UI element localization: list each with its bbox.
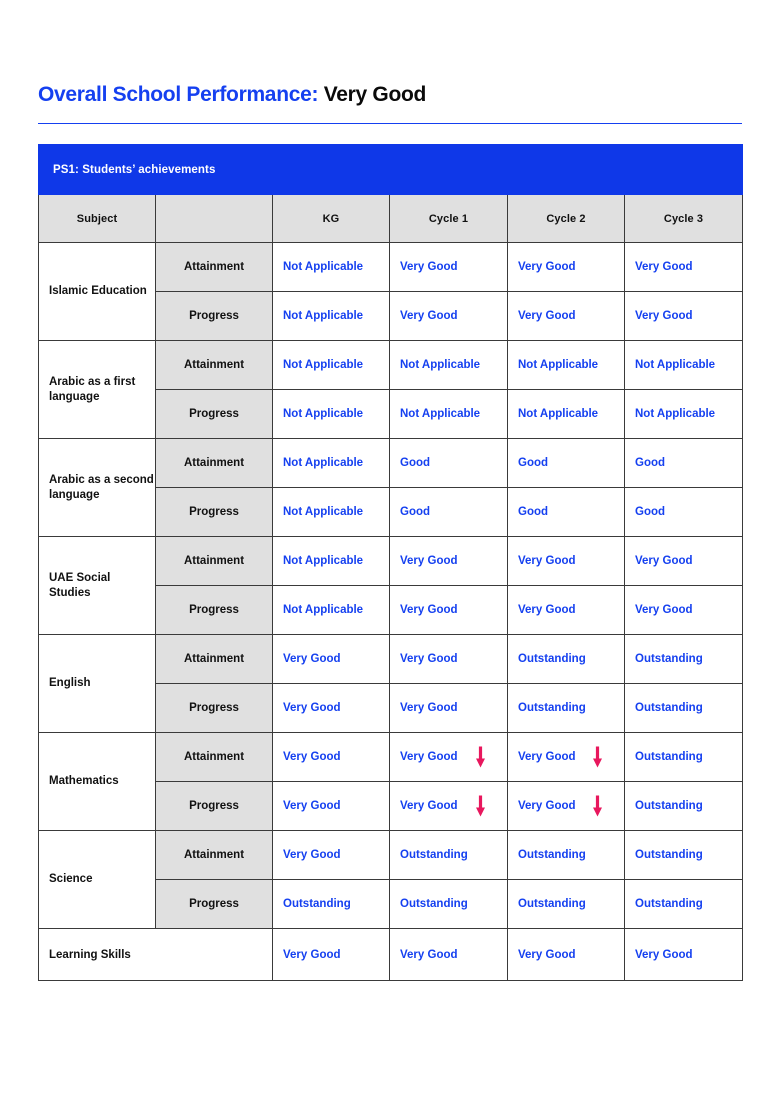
judgement-value: Not Applicable (283, 359, 364, 371)
judgement-value: Not Applicable (635, 408, 716, 420)
judgement-value: Outstanding (635, 800, 703, 812)
judgement-cell (625, 635, 743, 684)
judgement-value: Very Good (283, 948, 341, 961)
judgement-value: Outstanding (635, 898, 703, 910)
subject-cell: Mathematics (39, 733, 156, 831)
judgement-cell (390, 537, 508, 586)
judgement-value: Very Good (283, 849, 341, 861)
table-row (39, 831, 743, 880)
judgement-value: Very Good (400, 653, 458, 665)
column-header-cycle1: Cycle 1 (390, 195, 508, 243)
subject-cell: Science (39, 831, 156, 929)
judgement-cell (508, 831, 625, 880)
judgement-value: Very Good (400, 948, 458, 961)
decline-arrow-icon (476, 747, 485, 768)
judgement-cell (625, 684, 743, 733)
subject-cell: Arabic as a second language (39, 439, 156, 537)
judgement-value: Very Good (518, 800, 576, 812)
table-row (39, 635, 743, 684)
judgement-cell (625, 537, 743, 586)
judgement-value: Not Applicable (518, 408, 599, 420)
column-header-aspect (156, 195, 273, 243)
judgement-value: Very Good (635, 310, 693, 322)
aspect-cell: Attainment (156, 341, 273, 390)
judgement-value: Not Applicable (283, 408, 364, 420)
judgement-cell (390, 831, 508, 880)
judgement-value: Not Applicable (283, 310, 364, 322)
table-row (39, 537, 743, 586)
judgement-cell (508, 488, 625, 537)
judgement-value: Not Applicable (400, 359, 481, 371)
table-row (39, 439, 743, 488)
judgement-cell (508, 390, 625, 439)
judgement-cell (508, 929, 625, 981)
column-header-row (39, 195, 743, 243)
judgement-cell (625, 929, 743, 981)
judgement-value: Very Good (400, 261, 458, 273)
judgement-value: Very Good (400, 800, 458, 812)
judgement-cell (508, 292, 625, 341)
decline-arrow-icon (476, 796, 485, 817)
judgement-value: Very Good (635, 604, 693, 616)
page-title-line (38, 82, 742, 108)
subject-cell: Islamic Education (39, 243, 156, 341)
judgement-value: Very Good (400, 702, 458, 714)
aspect-cell: Progress (156, 880, 273, 929)
judgement-value: Outstanding (400, 849, 468, 861)
subject-cell: UAE Social Studies (39, 537, 156, 635)
aspect-cell: Progress (156, 390, 273, 439)
judgement-value: Very Good (518, 604, 576, 616)
judgement-cell (625, 439, 743, 488)
judgement-cell (508, 733, 625, 782)
judgement-value: Very Good (635, 261, 693, 273)
column-header-kg: KG (273, 195, 390, 243)
judgement-cell (508, 341, 625, 390)
judgement-cell (390, 488, 508, 537)
performance-table (38, 144, 743, 981)
subject-cell: Learning Skills (39, 929, 273, 981)
judgement-value: Not Applicable (400, 408, 481, 420)
judgement-value: Very Good (518, 751, 576, 763)
judgement-value: Good (518, 457, 549, 469)
judgement-value: Good (518, 506, 549, 518)
judgement-value: Outstanding (635, 653, 703, 665)
page-title (38, 82, 742, 108)
judgement-value: Very Good (518, 555, 576, 567)
page-title-value: Very Good (323, 83, 427, 106)
judgement-value: Outstanding (635, 751, 703, 763)
judgement-cell (508, 243, 625, 292)
decline-arrow-icon (593, 747, 602, 768)
judgement-value: Outstanding (635, 702, 703, 714)
aspect-cell: Attainment (156, 439, 273, 488)
judgement-cell (273, 537, 390, 586)
judgement-cell (508, 782, 625, 831)
aspect-cell: Progress (156, 586, 273, 635)
aspect-cell: Attainment (156, 537, 273, 586)
judgement-value: Very Good (518, 261, 576, 273)
judgement-cell (273, 439, 390, 488)
judgement-value: Good (400, 457, 431, 469)
judgement-cell (625, 341, 743, 390)
table-row (39, 341, 743, 390)
judgement-value: Not Applicable (283, 457, 364, 469)
aspect-cell: Attainment (156, 831, 273, 880)
judgement-value: Not Applicable (635, 359, 716, 371)
judgement-cell (625, 586, 743, 635)
judgement-cell (508, 684, 625, 733)
judgement-value: Outstanding (400, 898, 468, 910)
judgement-value: Not Applicable (518, 359, 599, 371)
aspect-cell: Attainment (156, 243, 273, 292)
judgement-value: Good (400, 506, 431, 518)
judgement-cell (625, 292, 743, 341)
judgement-value: Not Applicable (283, 604, 364, 616)
judgement-value: Very Good (400, 555, 458, 567)
subject-cell: English (39, 635, 156, 733)
judgement-value: Outstanding (518, 702, 586, 714)
judgement-value: Very Good (400, 310, 458, 322)
judgement-cell (273, 390, 390, 439)
judgement-cell (625, 733, 743, 782)
judgement-cell (625, 243, 743, 292)
table-row (39, 733, 743, 782)
judgement-cell (273, 929, 390, 981)
judgement-cell (273, 831, 390, 880)
judgement-value: Very Good (635, 555, 693, 567)
judgement-cell (625, 880, 743, 929)
judgement-value: Outstanding (518, 898, 586, 910)
aspect-cell: Attainment (156, 733, 273, 782)
judgement-cell (508, 880, 625, 929)
page-title-prefix: Overall School Performance: (38, 83, 319, 106)
table-row (39, 243, 743, 292)
judgement-value: Not Applicable (283, 261, 364, 273)
judgement-value: Very Good (283, 800, 341, 812)
judgement-cell (273, 733, 390, 782)
column-header-cycle3: Cycle 3 (625, 195, 743, 243)
judgement-cell (273, 488, 390, 537)
judgement-cell (625, 831, 743, 880)
performance-table-body (39, 145, 743, 981)
column-header-cycle2: Cycle 2 (508, 195, 625, 243)
judgement-cell (508, 586, 625, 635)
judgement-cell (508, 439, 625, 488)
subject-cell: Arabic as a first language (39, 341, 156, 439)
aspect-cell: Progress (156, 782, 273, 831)
judgement-cell (273, 341, 390, 390)
section-header-label: PS1: Students’ achievements (39, 145, 743, 195)
judgement-value: Outstanding (283, 898, 351, 910)
judgement-value: Very Good (400, 604, 458, 616)
aspect-cell: Attainment (156, 635, 273, 684)
judgement-value: Outstanding (635, 849, 703, 861)
judgement-cell (390, 782, 508, 831)
judgement-cell (273, 586, 390, 635)
judgement-value: Very Good (635, 948, 693, 961)
judgement-cell (390, 292, 508, 341)
judgement-cell (390, 929, 508, 981)
table-row (39, 929, 743, 981)
judgement-cell (390, 341, 508, 390)
judgement-cell (390, 635, 508, 684)
judgement-value: Very Good (518, 310, 576, 322)
judgement-value: Very Good (400, 751, 458, 763)
judgement-value: Very Good (518, 948, 576, 961)
judgement-cell (273, 880, 390, 929)
judgement-cell (390, 439, 508, 488)
judgement-cell (273, 243, 390, 292)
judgement-cell (625, 390, 743, 439)
judgement-value: Very Good (283, 653, 341, 665)
judgement-cell (508, 635, 625, 684)
judgement-cell (625, 782, 743, 831)
judgement-value: Very Good (283, 702, 341, 714)
judgement-cell (625, 488, 743, 537)
section-header-row (39, 145, 743, 195)
judgement-value: Outstanding (518, 849, 586, 861)
judgement-value: Good (635, 506, 666, 518)
judgement-cell (390, 733, 508, 782)
judgement-value: Outstanding (518, 653, 586, 665)
judgement-cell (390, 243, 508, 292)
aspect-cell: Progress (156, 684, 273, 733)
judgement-cell (273, 684, 390, 733)
judgement-cell (508, 537, 625, 586)
aspect-cell: Progress (156, 292, 273, 341)
judgement-value: Very Good (283, 751, 341, 763)
judgement-cell (390, 390, 508, 439)
judgement-cell (390, 684, 508, 733)
aspect-cell: Progress (156, 488, 273, 537)
judgement-value: Not Applicable (283, 555, 364, 567)
judgement-value: Not Applicable (283, 506, 364, 518)
judgement-cell (273, 782, 390, 831)
title-divider (38, 123, 742, 124)
judgement-value: Good (635, 457, 666, 469)
judgement-cell (390, 586, 508, 635)
decline-arrow-icon (593, 796, 602, 817)
judgement-cell (390, 880, 508, 929)
column-header-subject: Subject (39, 195, 156, 243)
judgement-cell (273, 292, 390, 341)
judgement-cell (273, 635, 390, 684)
